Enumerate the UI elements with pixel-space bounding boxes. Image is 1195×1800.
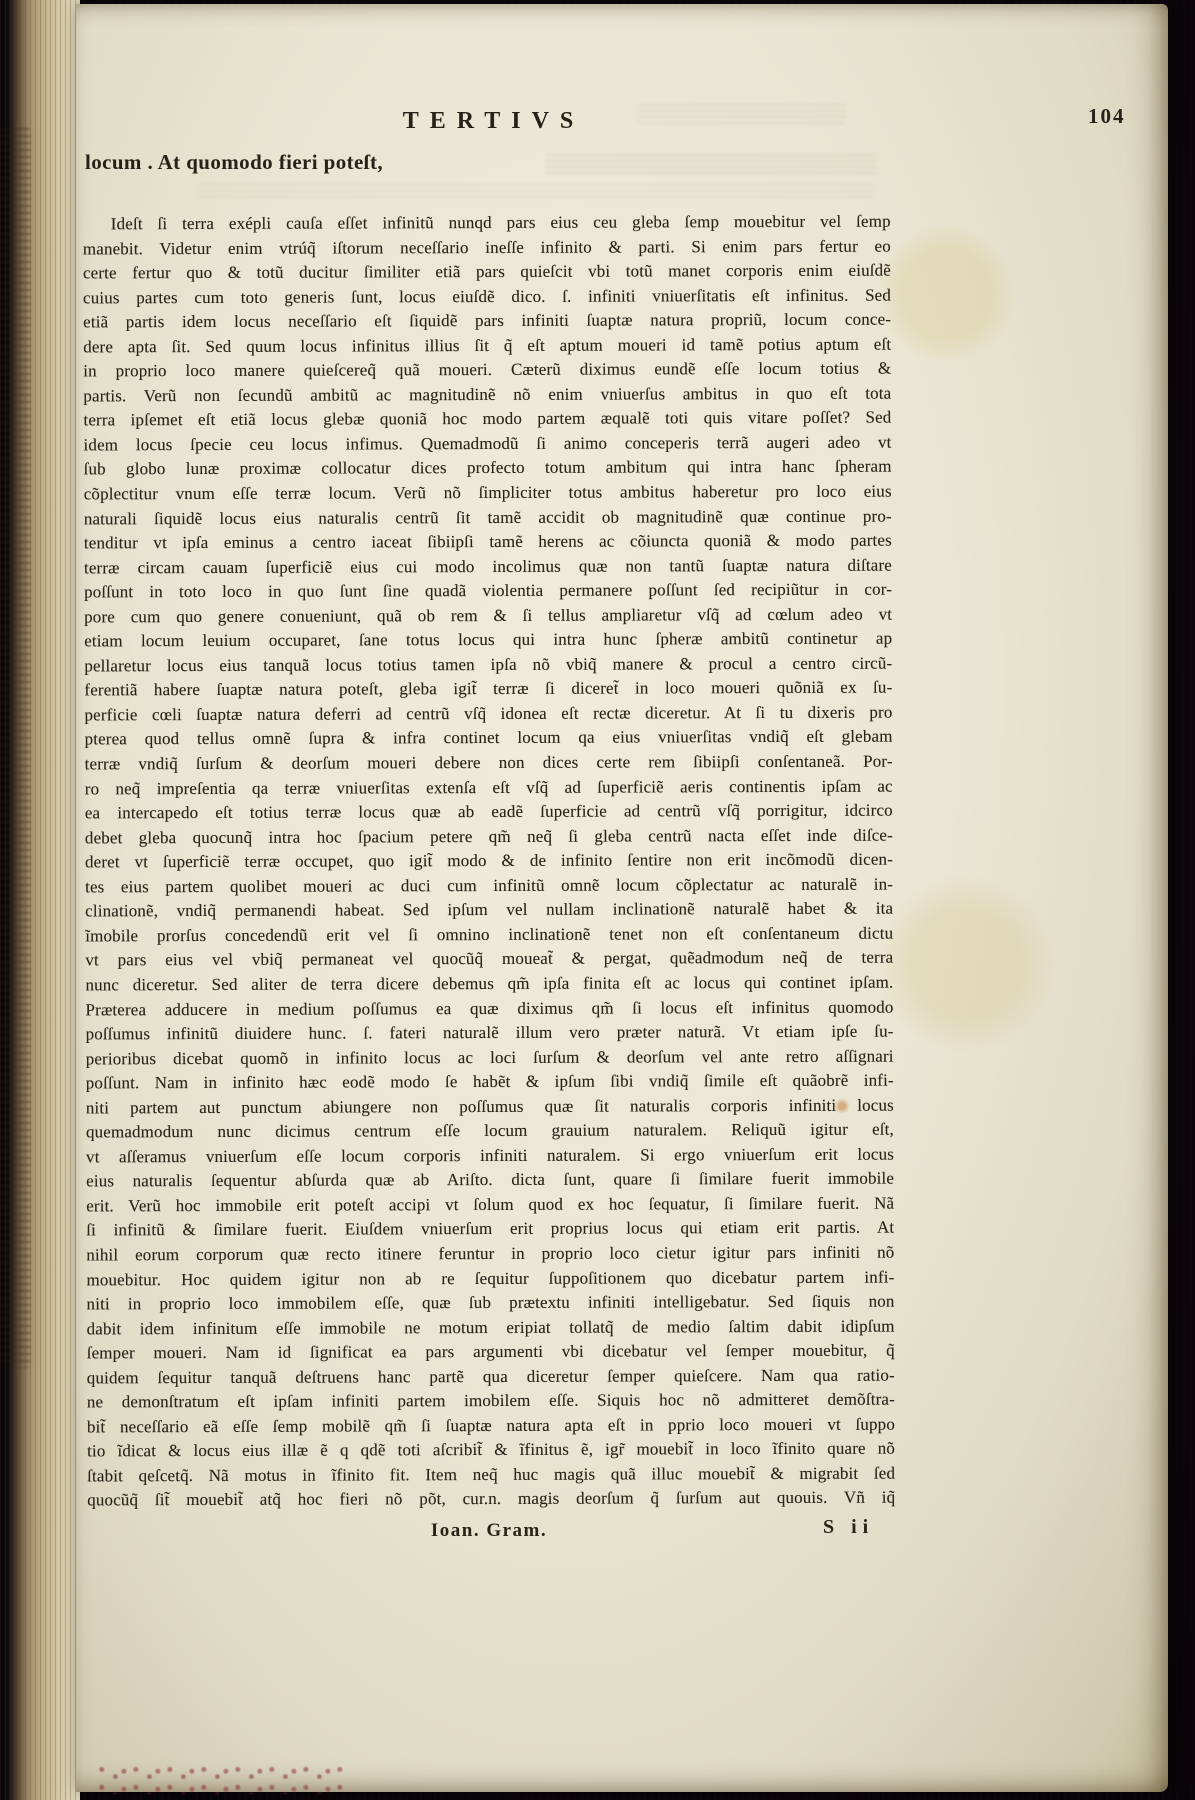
body-line: perficie cœli ſuaptæ natura deferri ad centrũ vſq̃ idonea eſt rectæ diceretur. At ſi tu dixeris pro: [84, 702, 893, 725]
body-line: niti partem aut punctum abiungere non poſſumus quæ ſit naturalis corporis infiniti locus: [85, 1095, 894, 1118]
body-line: ne demonſtratum eſt ipſam infiniti partem imobilem eſſe. Siquis hoc nõ admitteret demõſtra-: [86, 1389, 895, 1412]
body-line: debet gleba quocunq̃ intra hoc ſpacium petere qm̃ neq̃ ſi gleba centrũ nacta eſſet inde diſce-: [84, 825, 893, 848]
show-through-smudge: [196, 184, 876, 198]
body-line: cuius partes cum toto generis ſunt, locus eiuſdẽ dico. ſ. infiniti vniuerſitatis eſt infinitus. Sed: [82, 285, 892, 308]
body-line: bit̃ neceſſario eã eſſe ſemp mobilẽ qm̃ ſi ſuaptæ natura apta eſt in pprio loco moueri vt ſuppo: [86, 1414, 895, 1437]
body-line: mouebitur. Hoc quidem igitur non ab re ſequitur ſuppoſitionem quo dicebatur partem infi-: [86, 1267, 895, 1289]
body-line: ferentiã habere ſuaptæ natura poteſt, gleba igit̃ terræ ſi diceret̃ in loco moueri quõniã ex ſu-: [84, 677, 893, 700]
body-line: tes eius partem quolibet moueri ac duci cum infinitũ omnẽ locum cõplectatur ac naturalẽ in-: [85, 874, 894, 897]
body-line: certe fertur quo & totũ ducitur ſimiliter etiã pars quieſcit vbi totũ manet corporis enim eiuſdẽ: [82, 260, 891, 283]
body-line: pellaretur locus eius tanquã locus totius tamen ipſa nõ vbiq̃ manere & procul a centro circũ-: [84, 653, 893, 676]
body-line: nihil eorum corporum quæ recto itinere feruntur in proprio loco cietur igitur pars infiniti nõ: [86, 1242, 895, 1265]
body-line: nunc diceretur. Sed aliter de terra dicere debemus qm̃ ipſa finita eſt ac locus qui continet ipſam.: [85, 972, 894, 995]
body-line: terræ circam cauam ſuperficiẽ eius cui modo incolimus quæ non tantũ ſuaptæ natura diſtare: [83, 555, 892, 578]
imprint-line: Ioan. Gram.: [430, 1520, 548, 1541]
body-line: tio ĩdicat & locus eius illæ ẽ q qdẽ toti aſcribit̃ & ĩfinitus ẽ, igr̃ mouebit̃ in loco ĩfinito quare nõ: [87, 1438, 896, 1461]
book-page: [76, 4, 1168, 1792]
body-line: clinationẽ, vndiq̃ permanendi habeat. Sed ipſum vel nullam inclinationẽ naturalẽ habet & ita: [85, 898, 894, 921]
body-line: pore cum quo genere conueniunt, quã ob rem & ſi tellus ampliaretur vſq̃ ad cœlum adeo vt: [84, 604, 893, 627]
body-line: dabit idem infinitum eſſe immobile ne motum eripiat tollatq̃ de medio ſaltim dabit idipſum: [86, 1316, 895, 1339]
body-line: poſſunt in toto loco in quo ſunt ſine quadã violentia permanere poſſunt ſed recipiũtur in cor-: [84, 579, 893, 602]
body-line: Ideſt ſi terra exépli cauſa eſſet infinitũ nunqd pars eius ceu gleba ſemp mouebitur vel ſemp: [110, 211, 891, 234]
body-line: quidem ſequitur tanquã deſtruens hanc partẽ qua diceretur ſemper quieſcere. Nam qua ratio-: [86, 1365, 895, 1388]
body-line: ea intercapedo eſt totius terræ locus quæ ab eadẽ ſuperficie ad centrũ vſq̃ porrigitur, idcirco: [84, 800, 893, 823]
left-leaf-edges: [0, 0, 80, 1800]
body-line: ĩmobile prorſus concedendũ erit vel ſi omnino inclinationẽ tenet non eſt conſentaneum dictu: [85, 923, 894, 946]
body-line: cõplectitur vnum eſſe terræ locum. Verũ nõ ſimpliciter totus ambitus haberetur pro loco eius: [83, 481, 892, 504]
body-line: ſub globo lunæ proximæ collocatur dices profecto totum ambitum qui intra hanc ſpheram: [83, 457, 892, 479]
body-line: Præterea adducere in medium poſſumus ea quæ diximus qm̃ ſi locus eſt infinitus quomodo: [85, 997, 894, 1019]
body-line: partis. Verũ non ſecundũ ambitũ ac magnitudinẽ nõ enim vniuerſus ambitus in quo eſt tota: [83, 383, 892, 406]
folio-number: 104: [1088, 104, 1126, 128]
body-line: ro neq̃ impreſentia qa terræ vniuerſitas extenſa eſt vſq̃ ad ſuperficiẽ aeris continentis ipſam ac: [84, 776, 893, 798]
body-line: etiã partis idem locus neceſſario eſt ſiquidẽ pars infiniti ſuaptæ natura propriũ, locum conce-: [83, 309, 892, 332]
body-line: terræ vndiq̃ ſurſum & deorſum moueri debere non dices certe rem ſibiipſi conſentaneã. Por-: [84, 751, 893, 774]
body-line: poſſunt. Nam in infinito hæc eodẽ modo ſe habẽt & ipſum ſibi vndiq̃ ſimile eſt quãobrẽ infi-: [85, 1070, 894, 1093]
running-title: TERTIVS: [402, 108, 585, 134]
body-line: naturali ſiquidẽ locus eius naturalis centrũ ſit tamẽ accidit ob magnitudinẽ quæ continue pro-: [83, 506, 892, 528]
red-speckles: [95, 1764, 345, 1794]
body-line: ſi infinitũ & ſimilare fuerit. Eiuſdem vniuerſum erit proprius locus qui etiam erit partis. At: [86, 1218, 895, 1240]
body-line: eius naturalis ſequentur abſurda quæ ab Ariſto. dicta ſunt, quare ſi ſimilare fuerit immobile: [86, 1168, 895, 1191]
body-line: etiam locum leuium occuparet, ſane totus locus qui intra hunc ſpheræ ambitũ continetur ap: [84, 628, 893, 651]
body-line: ſemper moueri. Nam id ſignificat ea pars argumenti vbi dicebatur vel ſemper mouebitur, q̃: [86, 1340, 895, 1363]
page-footer: [85, 1516, 893, 1554]
body-line: in proprio loco manere quieſcereq̃ quã moueri. Cæterũ diximus eundẽ eſſe locum totius &: [83, 358, 892, 381]
body-line: quemadmodum nunc dicimus centrum eſſe locum grauium naturalem. Reliquũ igitur eſt,: [85, 1119, 894, 1142]
body-line: deret vt ſuperficiẽ terræ occupet, quo igit̃ modo & de infinito ſentire non erit incõmodũ dicen-: [84, 849, 894, 872]
body-line: pterea quod tellus omnẽ ſupra & infra continet locum qa eius vniuerſitas vndiq̃ eſt glebam: [84, 727, 893, 749]
body-line: idem locus ſpecie ceu locus infimus. Quemadmodũ ſi animo conceperis terrã augeri adeo vt: [83, 432, 892, 455]
body-text: [83, 212, 896, 1516]
body-line: ſtabit qeſcetq̃. Nã motus in ĩfinito fit. Item neq̃ huc magis quã illuc mouebit̃ & migrabit ſed: [87, 1463, 896, 1486]
body-line: vt pars eius vel vbiq̃ permaneat vel quocũq̃ moueat̃ & pergat, quẽadmodum neq̃ de terra: [85, 947, 894, 970]
section-heading: locum . At quomodo fieri poteſt,: [85, 150, 384, 174]
body-line: vt aſſeramus vniuerſum eſſe locum corporis infiniti naturalem. Si ergo vniuerſum erit locus: [85, 1144, 895, 1167]
body-line: manebit. Videtur enim vtrúq̃ iſtorum neceſſario ineſſe infinito & parti. Si enim pars fertur eo: [82, 236, 891, 258]
body-line: perioribus dicebat quomõ in infinito locus ac loci ſurſum & deorſum vel ante retro aſſignari: [85, 1046, 894, 1069]
signature-mark: S ii: [823, 1516, 875, 1538]
body-line: erit. Verũ hoc immobile erit poteſt accipi vt ſolum quod ex hoc ſequatur, ſi ſimilare fuerit. Nã: [86, 1193, 895, 1216]
body-line: niti in proprio loco immobilem eſſe, quæ ſub prætextu infiniti intelligebatur. Sed ſiquis non: [86, 1291, 895, 1314]
body-line: dere apta ſit. Sed quum locus infinitus illius ſit q̃ eſt aptum moueri id tamẽ potius aptum eſt: [83, 334, 892, 357]
body-line: quocũq̃ ſit̃ mouebit̃ atq̃ hoc fieri nõ põt, cur.n. magis deorſum q̃ ſurſum aut quouis. Vñ iq̃: [87, 1488, 896, 1510]
body-line: tenditur vt ipſa eminus a centro iaceat ſibiipſi tamẽ herens ac cõiuncta quoniã & modo partes: [83, 530, 892, 553]
facing-page-print-blur: [1, 128, 31, 1368]
body-line: terra ipſemet eſt etiã locus glebæ quoniã hoc modo partem æqualẽ toti quis vitare poſſet? Sed: [83, 407, 892, 430]
body-line: poſſumus infinitũ diuidere hunc. ſ. fateri naturalẽ illum vero præter naturã. Vt etiam ipſe ſu-: [85, 1021, 894, 1044]
